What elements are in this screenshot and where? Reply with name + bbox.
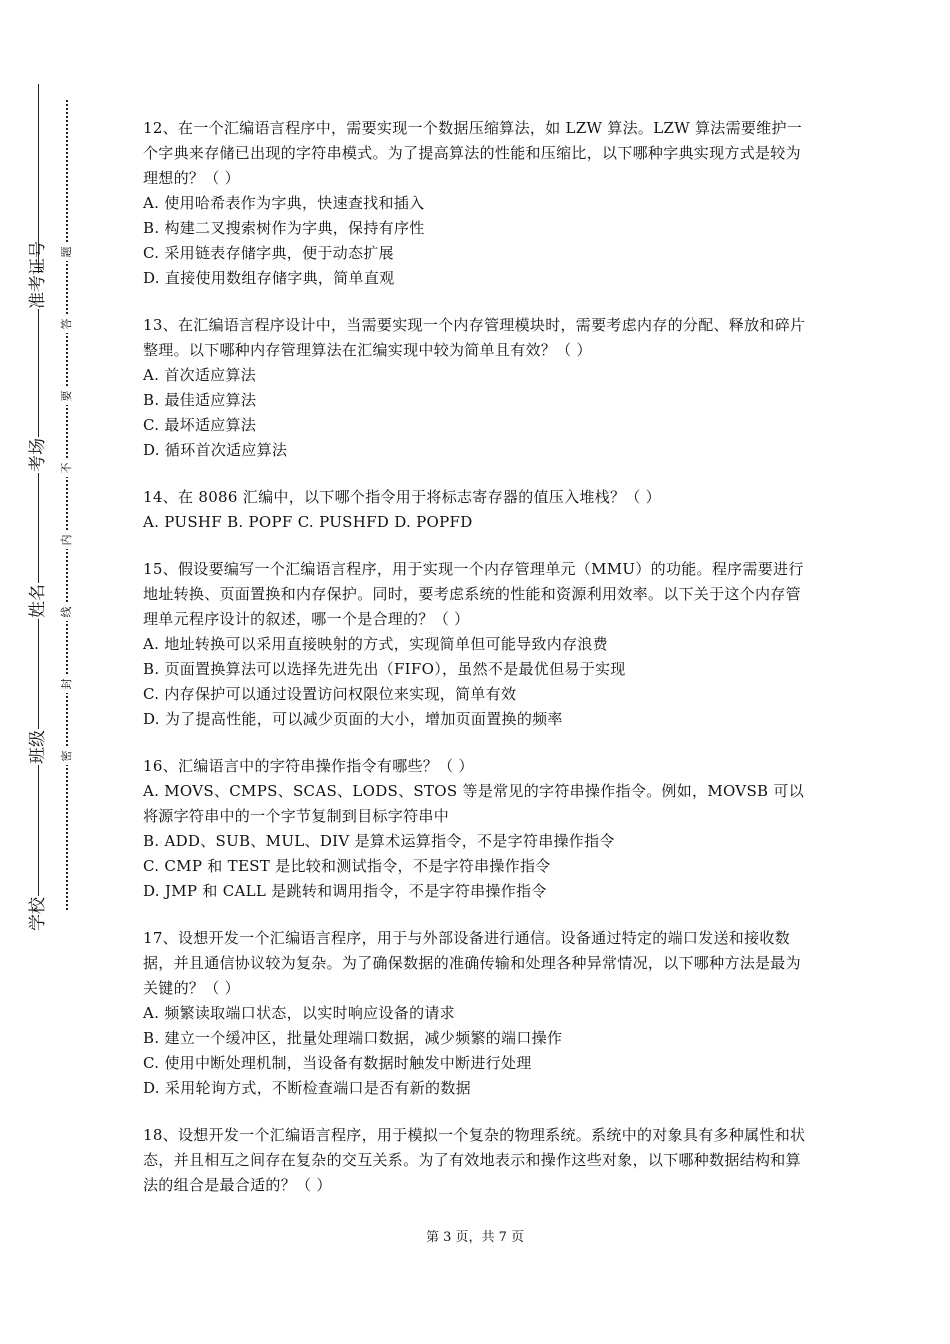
school-label: 学校	[28, 897, 48, 931]
question-stem: 14、在 8086 汇编中，以下哪个指令用于将标志寄存器的值压入堆栈？（ ）	[143, 488, 661, 506]
seal-char: 不	[61, 459, 73, 477]
question-list	[143, 116, 813, 1220]
option-b: B. 最佳适应算法	[143, 391, 257, 409]
option-d: D. JMP 和 CALL 是跳转和调用指令，不是字符串操作指令	[143, 882, 547, 900]
option-d: D. 采用轮询方式，不断检查端口是否有新的数据	[143, 1079, 471, 1097]
option-b: B. ADD、SUB、MUL、DIV 是算术运算指令，不是字符串操作指令	[143, 832, 615, 850]
exam-number-label: 准考证号	[28, 241, 48, 309]
binding-margin	[0, 0, 110, 1344]
question-14	[143, 485, 813, 535]
seal-char: 内	[61, 531, 73, 549]
seal-char: 线	[61, 603, 73, 621]
question-stem: 15、假设要编写一个汇编语言程序，用于实现一个内存管理单元（MMU）的功能。程序需要进行地址转换、页面置换和内存保护。同时，要考虑系统的性能和资源利用效率。以下关于这个内存管理单元程序设计的叙述，哪一个是合理的？（ ）	[143, 560, 804, 628]
option-d: D. 循环首次适应算法	[143, 441, 288, 459]
question-stem: 13、在汇编语言程序设计中，当需要实现一个内存管理模块时，需要考虑内存的分配、释放和碎片整理。以下哪种内存管理算法在汇编实现中较为简单且有效？（ ）	[143, 316, 806, 359]
name-label: 姓名	[28, 584, 48, 618]
question-12	[143, 116, 813, 291]
option-c: C. 最坏适应算法	[143, 416, 257, 434]
seal-dotted-line	[66, 100, 68, 910]
question-stem: 12、在一个汇编语言程序中，需要实现一个数据压缩算法，如 LZW 算法。LZW 算法需要维护一个字典来存储已出现的字符串模式。为了提高算法的性能和压缩比，以下哪种字典实现方式是较为理想的？（ ）	[143, 119, 803, 187]
seal-char: 题	[61, 243, 73, 261]
question-17	[143, 926, 813, 1101]
option-a: A. 频繁读取端口状态，以实时响应设备的请求	[143, 1004, 455, 1022]
option-c: C. 使用中断处理机制，当设备有数据时触发中断进行处理	[143, 1054, 532, 1072]
seal-char: 答	[61, 315, 73, 333]
options-inline: A. PUSHF B. POPF C. PUSHFD D. POPFD	[143, 513, 473, 531]
option-a: A. MOVS、CMPS、SCAS、LODS、STOS 等是常见的字符串操作指令。例如，MOVSB 可以将源字符串中的一个字节复制到目标字符串中	[143, 782, 805, 825]
seal-char: 封	[61, 675, 73, 693]
page-number: 第 3 页，共 7 页	[425, 1230, 525, 1245]
seal-char: 要	[61, 387, 73, 405]
question-stem: 16、汇编语言中的字符串操作指令有哪些？（ ）	[143, 757, 474, 775]
option-c: C. CMP 和 TEST 是比较和测试指令，不是字符串操作指令	[143, 857, 551, 875]
option-d: D. 直接使用数组存储字典，简单直观	[143, 269, 395, 287]
question-stem: 18、设想开发一个汇编语言程序，用于模拟一个复杂的物理系统。系统中的对象具有多种属性和状态，并且相互之间存在复杂的交互关系。为了有效地表示和操作这些对象，以下哪种数据结构和算法的组合是最合适的？（ ）	[143, 1126, 806, 1194]
option-a: A. 首次适应算法	[143, 366, 257, 384]
option-b: B. 构建二叉搜索树作为字典，保持有序性	[143, 219, 425, 237]
option-a: A. 地址转换可以采用直接映射的方式，实现简单但可能导致内存浪费	[143, 635, 608, 653]
class-label: 班级	[28, 730, 48, 764]
option-d: D. 为了提高性能，可以减少页面的大小，增加页面置换的频率	[143, 710, 563, 728]
option-c: C. 采用链表存储字典，便于动态扩展	[143, 244, 394, 262]
question-13	[143, 313, 813, 463]
option-b: B. 建立一个缓冲区，批量处理端口数据，减少频繁的端口操作	[143, 1029, 563, 1047]
question-stem: 17、设想开发一个汇编语言程序，用于与外部设备进行通信。设备通过特定的端口发送和接收数据，并且通信协议较为复杂。为了确保数据的准确传输和处理各种异常情况，以下哪种方法是最为关键的？（ ）	[143, 929, 801, 997]
binding-solid-line	[38, 84, 39, 930]
exam-room-label: 考场	[28, 438, 48, 472]
question-15	[143, 557, 813, 732]
option-a: A. 使用哈希表作为字典，快速查找和插入	[143, 194, 425, 212]
question-18	[143, 1123, 813, 1198]
seal-char: 密	[61, 747, 73, 765]
option-c: C. 内存保护可以通过设置访问权限位来实现，简单有效	[143, 685, 517, 703]
option-b: B. 页面置换算法可以选择先进先出（FIFO），虽然不是最优但易于实现	[143, 660, 626, 678]
question-16	[143, 754, 813, 904]
